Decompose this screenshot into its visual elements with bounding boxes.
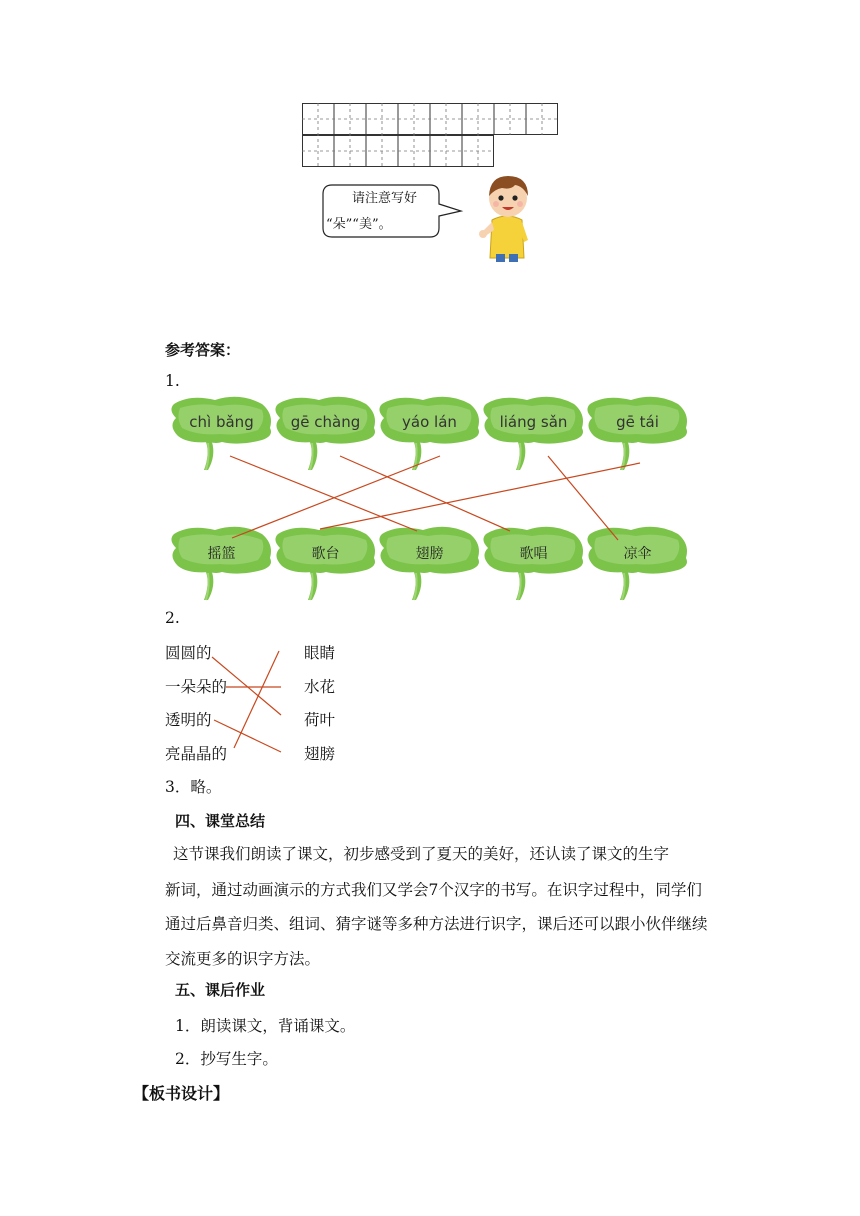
leaf-card <box>586 526 689 604</box>
leaf-pinyin: chì bǎng <box>189 413 254 431</box>
leaf-card <box>378 526 481 604</box>
q2-right-item: 眼睛 <box>304 644 336 662</box>
bubble-line-1: 请注意写好 <box>352 191 418 206</box>
lotus-leaf-icon <box>378 526 481 604</box>
lotus-leaf-icon <box>482 526 585 604</box>
summary-line: 交流更多的识字方法。 <box>165 950 321 968</box>
homework-item: 1．朗读课文，背诵课文。 <box>175 1017 356 1035</box>
word-leaf-row <box>170 526 695 606</box>
leaf-card <box>274 526 377 604</box>
lotus-leaf-icon <box>378 396 481 474</box>
lotus-leaf-icon <box>170 396 273 474</box>
leaf-card <box>170 526 273 604</box>
homework-item: 2．抄写生字。 <box>175 1050 278 1068</box>
lotus-leaf-icon <box>586 526 689 604</box>
match-line <box>234 651 279 748</box>
leaf-card <box>274 396 377 474</box>
q2-left-item: 圆圆的 <box>165 644 212 662</box>
q3-answer: 3．略。 <box>165 778 222 796</box>
board-heading: 【板书设计】 <box>133 1084 230 1103</box>
leaf-card <box>482 526 585 604</box>
lotus-leaf-icon <box>586 396 689 474</box>
leaf-pinyin: yáo lán <box>402 413 457 431</box>
q2-left-item: 一朵朵的 <box>165 678 228 696</box>
leaf-word: 翅膀 <box>415 546 444 562</box>
q2-left-item: 亮晶晶的 <box>165 745 228 763</box>
summary-line: 这节课我们朗读了课文，初步感受到了夏天的美好，还认读了课文的生字 <box>173 845 670 863</box>
q2-right-item: 翅膀 <box>304 745 336 763</box>
answers-title: 参考答案： <box>165 341 241 359</box>
q2-right-item: 荷叶 <box>304 711 336 729</box>
q1-label: 1. <box>165 372 180 390</box>
leaf-pinyin: gē tái <box>616 413 659 431</box>
writing-grid <box>302 103 558 167</box>
q2-label: 2. <box>165 609 180 627</box>
leaf-card <box>482 396 585 474</box>
q2-right-item: 水花 <box>304 678 336 696</box>
lotus-leaf-icon <box>274 396 377 474</box>
lotus-leaf-icon <box>482 396 585 474</box>
leaf-word: 歌唱 <box>519 546 548 562</box>
leaf-card <box>378 396 481 474</box>
leaf-card <box>170 396 273 474</box>
pinyin-leaf-row <box>170 396 695 476</box>
leaf-word: 歌台 <box>311 546 340 562</box>
leaf-pinyin: gē chàng <box>290 413 361 431</box>
homework-heading: 五、课后作业 <box>175 981 266 999</box>
summary-line: 新词，通过动画演示的方式我们又学会7个汉字的书写。在识字过程中，同学们 <box>165 881 702 899</box>
q2-left-item: 透明的 <box>165 711 212 729</box>
leaf-pinyin: liáng sǎn <box>499 413 568 431</box>
leaf-card <box>586 396 689 474</box>
leaf-word: 摇篮 <box>207 546 236 562</box>
leaf-word: 凉伞 <box>623 546 652 562</box>
summary-heading: 四、课堂总结 <box>175 812 266 830</box>
lotus-leaf-icon <box>274 526 377 604</box>
boy-illustration <box>478 170 536 262</box>
summary-line: 通过后鼻音归类、组词、猜字谜等多种方法进行识字，课后还可以跟小伙伴继续 <box>165 915 708 933</box>
lotus-leaf-icon <box>170 526 273 604</box>
bubble-line-2: “朵”“美”。 <box>326 217 392 232</box>
